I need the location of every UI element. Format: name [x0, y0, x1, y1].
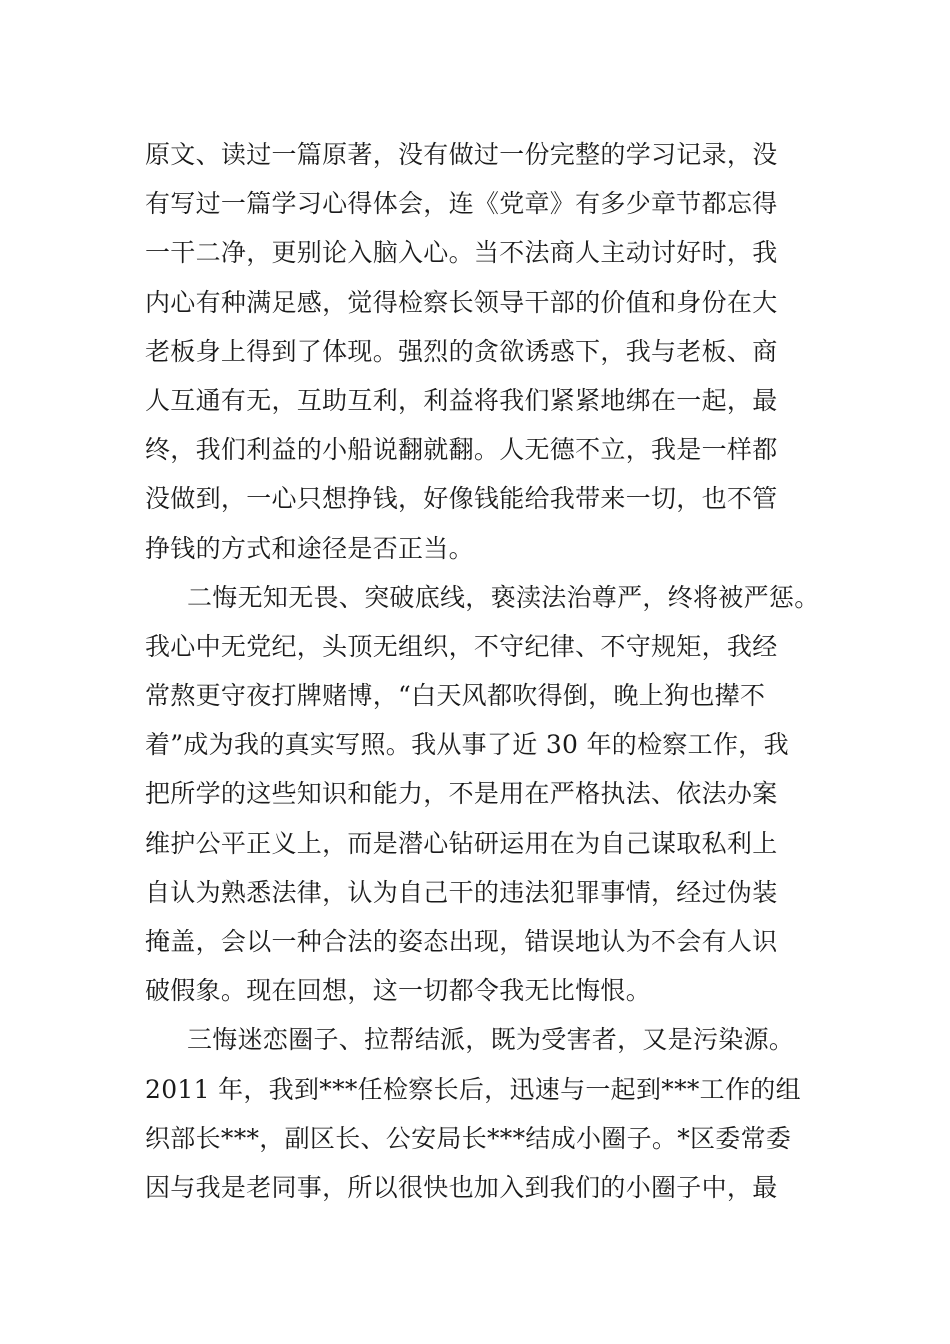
text-line: 把所学的这些知识和能力，不是用在严格执法、依法办案 — [145, 779, 778, 809]
text-line: 有写过一篇学习心得体会，连《党章》有多少章节都忘得 — [145, 189, 778, 219]
text-line: 因与我是老同事，所以很快也加入到我们的小圈子中，最 — [145, 1172, 778, 1202]
text-line: 挣钱的方式和途径是否正当。 — [145, 533, 474, 563]
text-line: 人互通有无，互助互利，利益将我们紧紧地绑在一起，最 — [145, 385, 778, 415]
paragraph-start-line: 三悔迷恋圈子、拉帮结派，既为受害者，又是污染源。 — [187, 1025, 795, 1055]
body-text — [145, 130, 825, 1212]
text-line: 没做到，一心只想挣钱，好像钱能给我带来一切，也不管 — [145, 484, 778, 514]
text-line: 内心有种满足感，觉得检察长领导干部的价值和身份在大 — [145, 287, 778, 317]
paragraph-start-line: 二悔无知无畏、突破底线，亵渎法治尊严，终将被严惩。 — [187, 582, 820, 612]
text-line: 老板身上得到了体现。强烈的贪欲诱惑下，我与老板、商 — [145, 336, 778, 366]
text-line: 织部长***，副区长、公安局长***结成小圈子。*区委常委 — [145, 1123, 792, 1153]
text-line: 常熬更守夜打牌赌博，“白天风都吹得倒，晚上狗也撵不 — [145, 681, 766, 711]
text-line: 一干二净，更别论入脑入心。当不法商人主动讨好时，我 — [145, 238, 778, 268]
text-line: 维护公平正义上，而是潜心钻研运用在为自己谋取私利上 — [145, 828, 778, 858]
text-line: 原文、读过一篇原著，没有做过一份完整的学习记录，没 — [145, 140, 778, 169]
text-line: 终，我们利益的小船说翻就翻。人无德不立，我是一样都 — [145, 435, 778, 465]
text-line: 2011 年，我到***任检察长后，迅速与一起到***工作的组 — [145, 1074, 801, 1104]
text-line: 自认为熟悉法律，认为自己干的违法犯罪事情，经过伪装 — [145, 877, 778, 907]
text-line: 破假象。现在回想，这一切都令我无比悔恨。 — [145, 976, 652, 1006]
text-line: 掩盖，会以一种合法的姿态出现，错误地认为不会有人识 — [145, 927, 778, 956]
text-line: 我心中无党纪，头顶无组织，不守纪律、不守规矩，我经 — [145, 631, 778, 661]
text-line: 着”成为我的真实写照。我从事了近 30 年的检察工作，我 — [145, 730, 789, 760]
